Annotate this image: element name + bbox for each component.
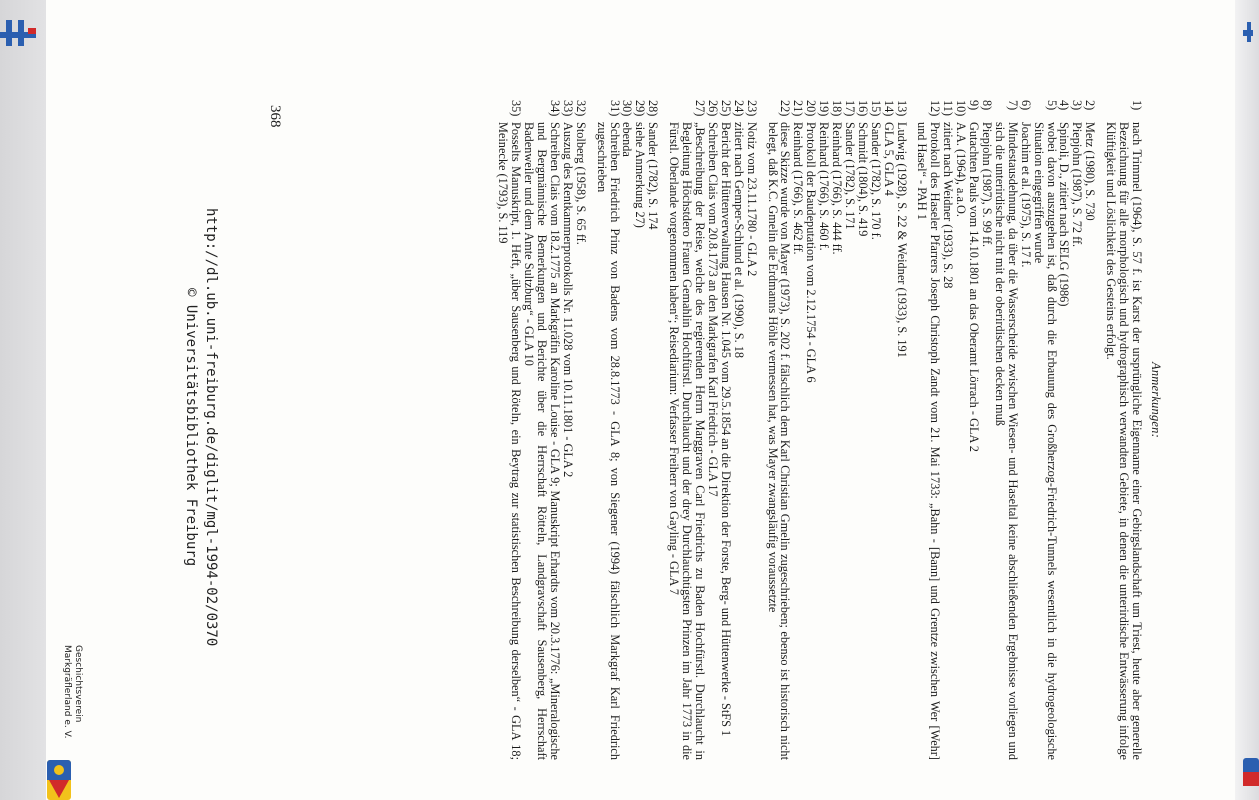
- footnote-text: Schmidt (1804), S. 419: [855, 122, 870, 237]
- footnote-text: Auszug des Rentkammerprotokolls Nr. 11.028 vom 10.11.1801 - GLA 2: [560, 122, 575, 478]
- footnote-gap: [758, 100, 766, 760]
- footnote-item: [856, 100, 869, 760]
- footnote-text: wobei davon auszugehen ist, daß durch die Erbauung des Großherzog-Friedrich-Tunnels wesentlich in die hydrogeologische Situation eingegriffen wurde: [1031, 122, 1059, 760]
- footnote-item: [732, 100, 745, 760]
- footnote-item: [745, 100, 758, 760]
- footnote-text: Protokoll des Haseler Pfarrers Joseph Christoph Zandt vom 21. Mai 1733: „Bahn - [Bann] und Grentze zwischen Wer [Wehr] und Hasel“ - PAH 1: [915, 122, 943, 760]
- footnote-item: [633, 100, 646, 760]
- footnote-number: 27): [693, 100, 707, 117]
- footnote-text: Spinoli, D., zitiert nach SELG (1986): [1057, 122, 1072, 307]
- footnote-text: Sander (1782), S. 170 f.: [868, 122, 883, 240]
- footnote-item: [561, 100, 574, 760]
- footnote-text: Reinhard (1766), S. 462 ff.: [791, 122, 806, 255]
- footnote-text: Metz (1980), S. 730: [1083, 122, 1098, 221]
- footnote-gap: [587, 100, 595, 760]
- footnote-number: 3): [1070, 100, 1085, 111]
- footnote-number: 30): [620, 100, 635, 117]
- right-edge-strip: [1235, 0, 1259, 800]
- footnote-number: 11): [941, 100, 956, 116]
- footnote-number: 8): [980, 100, 995, 111]
- footnote-text: Piepjohn (1987), S. 72 ff.: [1070, 122, 1085, 248]
- flag-fragment-icon: [1243, 18, 1259, 58]
- footnote-item: [967, 100, 980, 760]
- footnote-text: zitiert nach Weidner (1933), S. 28: [941, 122, 956, 289]
- source-url[interactable]: http://dl.ub.uni-freiburg.de/diglit/mgl-1994-02/0370: [203, 208, 219, 647]
- footnote-list: [496, 100, 1143, 760]
- footnote-text: „Beschreibung der Reise, welche des regierenden Herrn Marggraven Carl Friedrichs zu Baden Hochfürstl. Durchlaucht in Begleitung Höchstdero Frauen Gemahlin Hochfürstl. Durchlaucht und der drey Durchlauchtigsten Prinzen im Jahr 1773 in die Fürstl. Oberlande vorgenommen haben“; Reisediarium: Verfasser Freiherr von Gayling - GLA 7: [667, 122, 707, 760]
- footnote-text: siehe Anmerkung 27): [633, 122, 648, 228]
- footnote-item: [1019, 100, 1032, 760]
- footnote-text: Piepjohn (1987), S. 99 ff.: [980, 122, 995, 248]
- left-edge-strip: [0, 0, 46, 800]
- footnote-item: [667, 100, 706, 760]
- footnote-text: Reinhard (1766), S. 444 ff.: [830, 122, 845, 255]
- footnote-item: [830, 100, 843, 760]
- footnote-number: 6): [1018, 100, 1033, 111]
- footnote-item: [574, 100, 587, 760]
- footnote-text: Notiz vom 23.11.1780 - GLA 2: [744, 122, 759, 277]
- footnote-text: Stolberg (1958), S. 65 ff.: [573, 122, 588, 245]
- footnote-item: [595, 100, 621, 760]
- footnote-number: 5): [1044, 100, 1059, 111]
- footnote-number: 9): [967, 100, 982, 111]
- footnote-item: [1104, 100, 1143, 760]
- footnote-number: 10): [954, 100, 969, 117]
- footnote-item: [895, 100, 908, 760]
- footnote-number: 4): [1057, 100, 1072, 111]
- footnote-text: ebenda: [620, 122, 635, 157]
- footnote-number: 19): [817, 100, 832, 117]
- society-line: Geschichtsverein: [73, 645, 83, 723]
- footnote-text: diese Skizze wurde von Mayer (1973), S. 202 f. fälschlich dem Karl Christian Gmelin zugeschrieben; ebenso ist historisch nicht belegt, daß K.C. Gmelin die Erdmanns Höhle vermessen hat, was Mayer zwangsläufig voraussetzte: [765, 122, 793, 760]
- footnote-number: 18): [830, 100, 845, 117]
- footnote-item: [719, 100, 732, 760]
- footnote-item: [1083, 100, 1096, 760]
- footnote-item: [843, 100, 856, 760]
- footnote-item: [817, 100, 830, 760]
- scanned-page: [46, 0, 1235, 800]
- footnote-text: Schreiben Friedrich Prinz von Badens vom 28.8.1773 - GLA 8; von Siegener (1994) fälschlich Markgraf Karl Friedrich zugeschrieben: [594, 122, 622, 760]
- footnote-text: nach Trimmel (1964), S. 57 f. ist Karst der ursprüngliche Eigenname einer Gebirgslandschaft um Triest, heute aber generelle Bezeichnung für alle morphologisch und hydrographisch verwandten Gebiete, in denen die unterirdische Entwässerung infolge Klüftigkeit und Löslichkeit des Gesteins erfolgt.: [1104, 122, 1144, 760]
- footnote-item: [621, 100, 634, 760]
- footnote-gap: [1096, 100, 1104, 760]
- footnote-item: [1070, 100, 1083, 760]
- footnote-number: 34): [547, 100, 562, 117]
- footnote-number: 23): [744, 100, 759, 117]
- footnote-text: Gutachten Pauls vom 14.10.1801 an das Oberamt Lörrach - GLA 2: [967, 122, 982, 452]
- rotated-page-content: [46, 0, 1235, 800]
- footnote-item: [954, 100, 967, 760]
- footnote-number: 28): [646, 100, 661, 117]
- footnote-number: 35): [509, 100, 524, 117]
- footnote-item: [804, 100, 817, 760]
- footnote-number: 24): [731, 100, 746, 117]
- crest-fragment-icon: [1239, 754, 1259, 790]
- footnote-item: [869, 100, 882, 760]
- footnote-number: 26): [705, 100, 720, 117]
- footnote-number: 21): [791, 100, 806, 117]
- footnote-text: Schreiben Clais vom 18.2.1775 an Markgräfin Karoline Louise - GLA 9; Manuskript Erhardts vom 20.3.1776: „Mineralogische und Bergmännische Bemerkungen und Berichte über die Herrschaft Rötteln, Landgravschaft Sausenberg, Herrschaft Badenweiler und dem Amte Sultzburg“ - GLA 10: [522, 122, 562, 760]
- footnote-text: Sander (1782), S. 174: [646, 122, 661, 230]
- footnote-text: Joachim et al. (1975), S. 17 f.: [1018, 122, 1033, 268]
- footnote-number: 25): [718, 100, 733, 117]
- footnote-number: 22): [778, 100, 793, 117]
- footnote-number: 17): [842, 100, 857, 117]
- copyright-line: © Universitätsbibliothek Freiburg: [183, 288, 199, 567]
- footnote-item: [916, 100, 942, 760]
- society-crest-icon: [47, 760, 71, 800]
- footnote-text: Schreiben Clais vom 20.8.1773 an den Markgrafen Karl Friedrich - GLA 17: [705, 122, 720, 497]
- footnote-item: [646, 100, 659, 760]
- footnote-text: GLA 5, GLA 4: [881, 122, 896, 196]
- footnote-item: [522, 100, 561, 760]
- footnote-text: zitiert nach Gemper-Schlund et al. (1990), S. 18: [731, 122, 746, 359]
- footnote-text: Bericht der Hüttenverwaltung Hausen Nr. 1.045 vom 29.5.1854 an die Direktion der Forste, Berg- und Hüttenwerke - StFS 1: [718, 122, 733, 737]
- footnote-number: 33): [560, 100, 575, 117]
- footnote-number: 16): [855, 100, 870, 117]
- footnote-number: 13): [894, 100, 909, 117]
- footnote-number: 14): [881, 100, 896, 117]
- footnote-item: [993, 100, 1019, 760]
- footnote-item: [766, 100, 792, 760]
- footnote-item: [1032, 100, 1058, 760]
- page-number: 368: [267, 105, 283, 128]
- footnote-number: 12): [928, 100, 943, 117]
- footnote-item: [1058, 100, 1071, 760]
- footnote-item: [980, 100, 993, 760]
- society-line: Markgräflerland e. V.: [62, 645, 72, 739]
- footnote-number: 29): [633, 100, 648, 117]
- footnote-number: 7): [1005, 100, 1020, 111]
- footnote-number: 2): [1083, 100, 1098, 111]
- footnote-item: [791, 100, 804, 760]
- footnote-text: Protokoll der Baudeputation vom 2.12.1754 - GLA 6: [804, 122, 819, 383]
- footnote-item: [941, 100, 954, 760]
- footnote-number: 32): [573, 100, 588, 117]
- footnote-item: [882, 100, 895, 760]
- page-header: Anmerkungen:: [1149, 362, 1163, 438]
- footnote-number: 1): [1130, 100, 1144, 111]
- footnote-number: 31): [607, 100, 622, 117]
- flag-logo-icon: [0, 0, 46, 60]
- footnote-text: Mindestausdehnung, da über die Wasserscheide zwischen Wiesen- und Haseltal keine abschließenden Ergebnisse vorliegen und sich die unterirdische nicht mit der oberirdischen decken muß: [992, 122, 1020, 760]
- footnote-item: [496, 100, 522, 760]
- footnote-number: 15): [868, 100, 883, 117]
- footnote-text: Sander (1782), S. 171: [842, 122, 857, 230]
- footnote-text: Ludwig (1928), S. 22 & Weidner (1933), S. 191: [894, 122, 909, 358]
- footnote-gap: [659, 100, 667, 760]
- footnote-text: Posselts Manuskript, 1. Heft, „über Sausenberg und Röteln, ein Beytrag zur statistischen Beschreibung derselben“ - GLA 18; Meinecke (1793), S. 119: [496, 122, 524, 760]
- footnote-text: A.A. (1964), a.a.O.: [954, 122, 969, 217]
- footnote-gap: [908, 100, 916, 760]
- footnote-text: Reinhard (1766), S. 460 f.: [817, 122, 832, 251]
- footnote-item: [706, 100, 719, 760]
- footnote-number: 20): [804, 100, 819, 117]
